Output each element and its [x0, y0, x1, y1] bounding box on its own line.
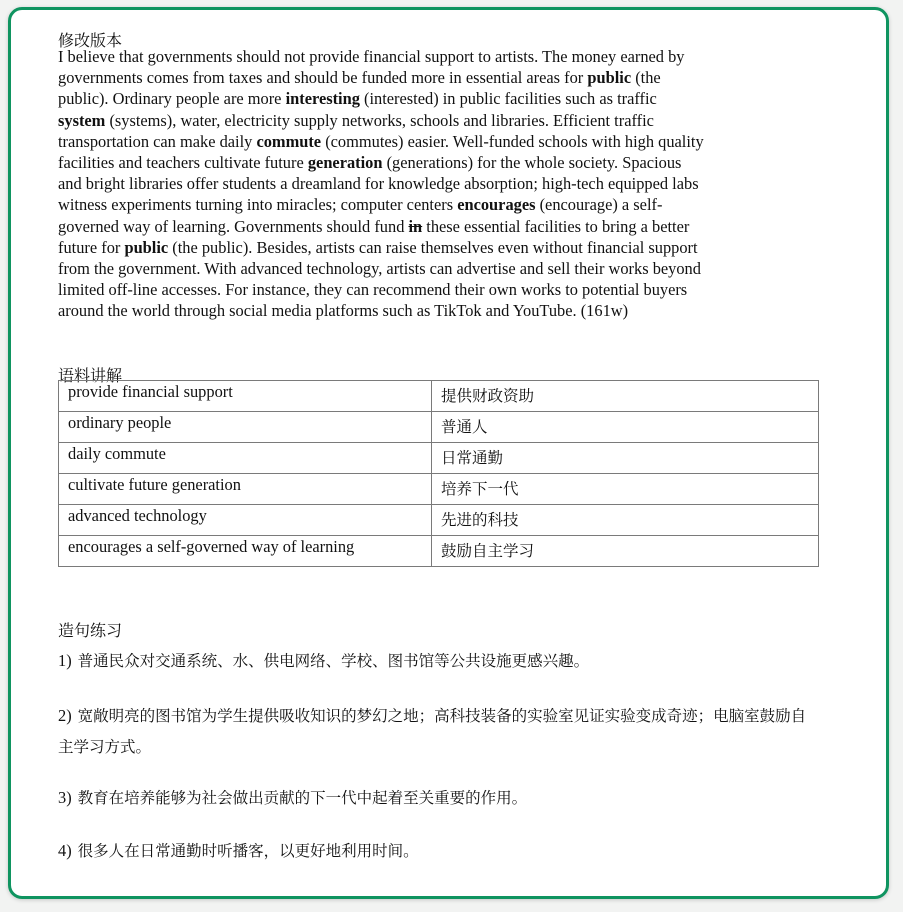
- vocabulary-heading: 语料讲解: [58, 366, 123, 385]
- practice-item: [58, 700, 818, 763]
- table-row: [59, 412, 819, 443]
- essay-segment: from the government. With advanced technology, artists can advertise and sell their works beyond: [58, 259, 701, 279]
- essay-line: [58, 237, 778, 258]
- practice-text: 宽敞明亮的图书馆为学生提供吸收知识的梦幻之地；高科技装备的实验室见证实验变成奇迹；电脑室鼓励自主学习方式。: [58, 707, 807, 756]
- essay-line: [58, 279, 778, 300]
- essay-line: [58, 88, 778, 109]
- vocab-english: daily commute: [59, 443, 432, 474]
- vocab-chinese: 先进的科技: [432, 505, 819, 536]
- corrected-word: generation: [307, 153, 383, 173]
- vocabulary-table: [58, 380, 819, 567]
- essay-line: [58, 300, 778, 321]
- essay-segment: I believe that governments should not provide financial support to artists. The money earned by: [58, 47, 685, 66]
- vocab-english: cultivate future generation: [59, 474, 432, 505]
- essay-segment: these essential facilities to bring a better: [422, 216, 690, 236]
- table-row: [59, 443, 819, 474]
- essay-segment: (generations) for the whole society. Spacious: [382, 153, 682, 173]
- table-row: [59, 381, 819, 412]
- essay-line: [58, 173, 778, 194]
- corrected-word: system: [58, 110, 106, 130]
- essay-line: [58, 67, 778, 88]
- essay-segment: transportation can make daily: [58, 131, 257, 151]
- table-row: [59, 536, 819, 567]
- vocab-english: provide financial support: [59, 381, 432, 412]
- table-row: [59, 474, 819, 505]
- practice-item: [58, 646, 818, 676]
- revised-version-heading: 修改版本: [58, 31, 123, 50]
- vocab-english: ordinary people: [59, 412, 432, 443]
- essay-line: [58, 216, 778, 237]
- deleted-word: in: [408, 216, 423, 236]
- practice-heading: 造句练习: [58, 621, 123, 640]
- essay-line: [58, 46, 778, 67]
- essay-segment: future for: [58, 237, 125, 257]
- essay-line: [58, 110, 778, 131]
- essay-segment: (interested) in public facilities such as traffic: [359, 89, 657, 109]
- essay-line: [58, 258, 778, 279]
- corrected-word: interesting: [285, 89, 360, 109]
- practice-text: 很多人在日常通勤时听播客，以更好地利用时间。: [77, 842, 419, 860]
- essay-segment: (encourage) a self-: [535, 195, 663, 215]
- corrected-word: public: [124, 237, 169, 257]
- essay-segment: public). Ordinary people are more: [58, 89, 286, 109]
- essay-segment: (commutes) easier. Well-funded schools with high quality: [321, 131, 704, 151]
- practice-text: 普通民众对交通系统、水、供电网络、学校、图书馆等公共设施更感兴趣。: [77, 652, 590, 670]
- essay-line: [58, 194, 778, 215]
- practice-number: 1): [58, 651, 72, 670]
- vocab-english: advanced technology: [59, 505, 432, 536]
- vocab-chinese: 日常通勤: [432, 443, 819, 474]
- vocab-chinese: 提供财政资助: [432, 381, 819, 412]
- corrected-word: commute: [256, 131, 322, 151]
- essay-segment: (the: [631, 68, 661, 88]
- essay-segment: and bright libraries offer students a dreamland for knowledge absorption; high-tech equipped labs: [58, 174, 699, 194]
- essay-line: [58, 131, 778, 152]
- essay-segment: governments comes from taxes and should be funded more in essential areas for: [58, 68, 588, 88]
- essay-segment: limited off-line accesses. For instance, they can recommend their own works to potential buyers: [58, 280, 688, 300]
- vocab-english: encourages a self-governed way of learning: [59, 536, 432, 567]
- essay-segment: witness experiments turning into miracles; computer centers: [58, 195, 458, 215]
- vocab-chinese: 普通人: [432, 412, 819, 443]
- vocab-chinese: 鼓励自主学习: [432, 536, 819, 567]
- essay-segment: facilities and teachers cultivate future: [58, 153, 308, 173]
- practice-number: 3): [58, 788, 72, 807]
- vocab-chinese: 培养下一代: [432, 474, 819, 505]
- essay-line: [58, 152, 778, 173]
- essay-segment: around the world through social media platforms such as TikTok and YouTube. (161w): [58, 301, 629, 321]
- corrected-word: encourages: [457, 195, 536, 215]
- corrected-word: public: [587, 68, 632, 88]
- practice-item: [58, 836, 818, 866]
- essay-text: [58, 46, 778, 322]
- essay-segment: (systems), water, electricity supply networks, schools and libraries. Efficient traffic: [105, 110, 654, 130]
- practice-number: 2): [58, 706, 72, 725]
- practice-item: [58, 783, 818, 813]
- table-row: [59, 505, 819, 536]
- essay-segment: (the public). Besides, artists can raise themselves even without financial support: [168, 237, 698, 257]
- practice-number: 4): [58, 841, 72, 860]
- practice-text: 教育在培养能够为社会做出贡献的下一代中起着至关重要的作用。: [77, 789, 528, 807]
- essay-segment: governed way of learning. Governments should fund: [58, 216, 409, 236]
